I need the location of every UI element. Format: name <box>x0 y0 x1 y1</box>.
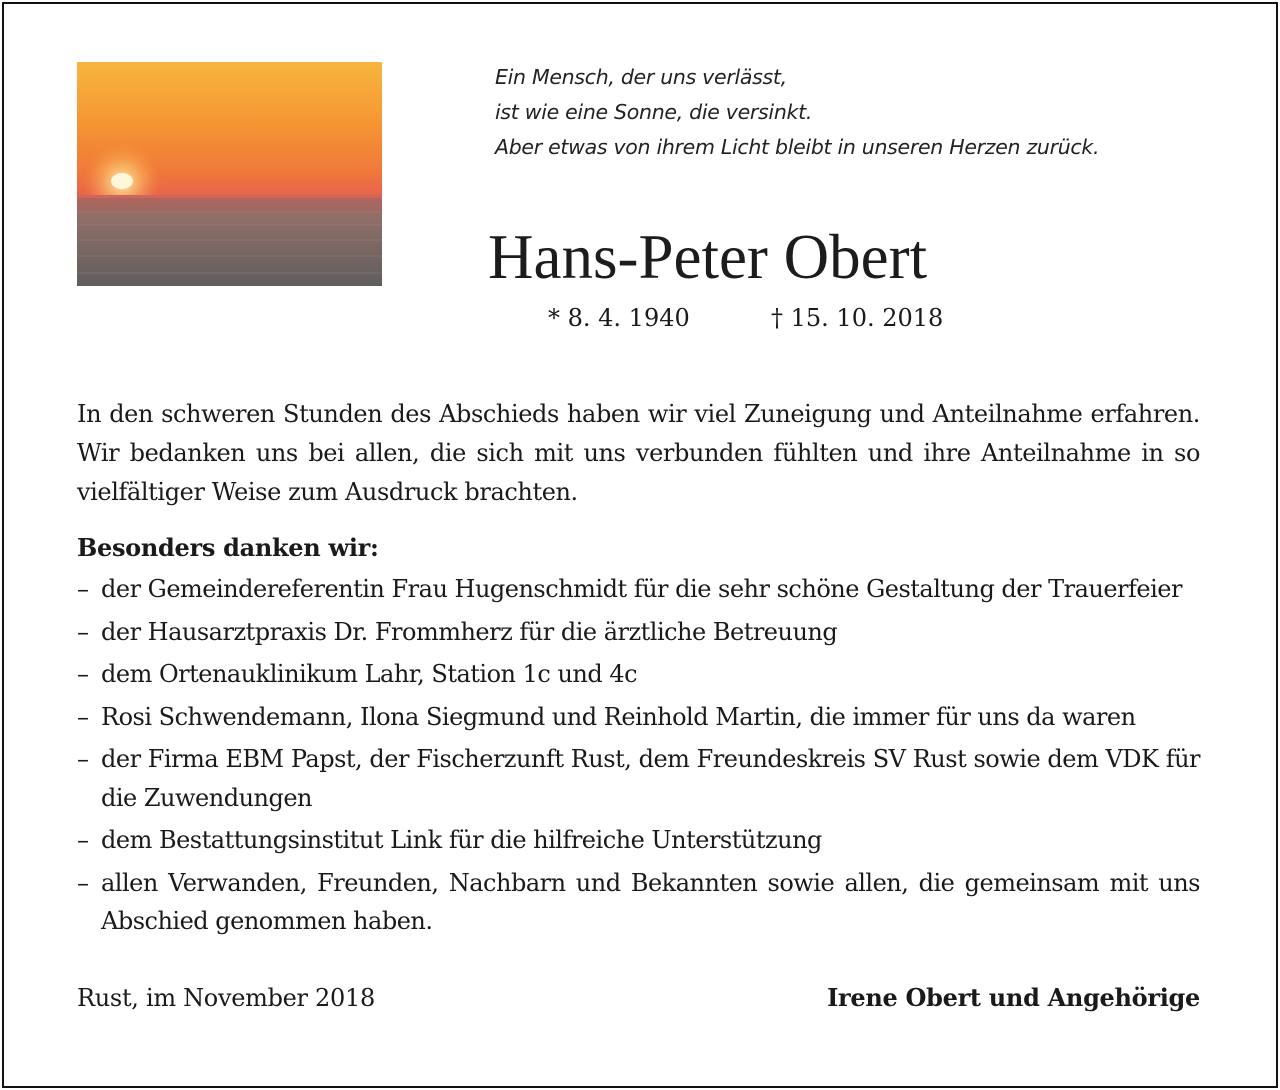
quote-line: Ein Mensch, der uns verlässt, <box>495 65 787 89</box>
signature: Irene Obert und Angehörige <box>827 983 1200 1012</box>
dash-bullet: – <box>77 702 89 731</box>
list-item-text: der Firma EBM Papst, der Fischerzunft Rust, dem Freundeskreis SV Rust sowie dem VDK für die Zuwendungen <box>101 745 1200 812</box>
death-date: † 15. 10. 2018 <box>771 304 944 332</box>
list-item-text: der Gemeindereferentin Frau Hugenschmidt für die sehr schöne Gestaltung der Trauerfeier <box>101 575 1182 603</box>
deceased-name: Hans-Peter Obert <box>488 222 928 292</box>
list-item <box>77 570 1200 609</box>
sunset-photo <box>77 62 382 286</box>
thanks-list <box>77 570 1200 945</box>
dash-bullet: – <box>77 745 89 773</box>
list-item <box>77 740 1200 817</box>
list-item <box>77 864 1200 941</box>
dash-bullet: – <box>77 617 89 646</box>
list-item-text: Rosi Schwendemann, Ilona Siegmund und Reinhold Martin, die immer für uns da waren <box>101 702 1136 731</box>
dash-bullet: – <box>77 868 89 897</box>
dash-bullet: – <box>77 575 89 603</box>
list-item <box>77 698 1200 737</box>
quote-line: ist wie eine Sonne, die versinkt. <box>495 100 813 124</box>
dash-bullet: – <box>77 826 89 854</box>
dash-bullet: – <box>77 660 89 688</box>
list-item-text: allen Verwanden, Freunden, Nachbarn und Bekannten sowie allen, die gemeinsam mit uns Abschied genommen haben. <box>101 868 1200 935</box>
list-item-text: dem Bestattungsinstitut Link für die hilfreiche Unterstützung <box>101 826 822 854</box>
thanks-paragraph: In den schweren Stunden des Abschieds haben wir viel Zuneigung und Anteilnahme erfahren. Wir bedanken uns bei allen, die sich mit uns verbunden fühlten und ihre Anteilnahme in so vielfältiger Weise zum Ausdruck brachten. <box>77 400 1200 506</box>
list-item <box>77 821 1200 860</box>
list-item-text: der Hausarztpraxis Dr. Frommherz für die ärztliche Betreuung <box>101 617 838 646</box>
list-item <box>77 613 1200 652</box>
place-and-date: Rust, im November 2018 <box>77 984 375 1012</box>
list-item <box>77 655 1200 694</box>
thanks-heading: Besonders danken wir: <box>77 533 379 562</box>
sunset-image <box>77 62 382 286</box>
quote-line: Aber etwas von ihrem Licht bleibt in unseren Herzen zurück. <box>495 135 1100 159</box>
memorial-quote <box>495 60 1099 165</box>
list-item-text: dem Ortenauklinikum Lahr, Station 1c und 4c <box>101 660 638 688</box>
birth-date: * 8. 4. 1940 <box>548 304 690 332</box>
